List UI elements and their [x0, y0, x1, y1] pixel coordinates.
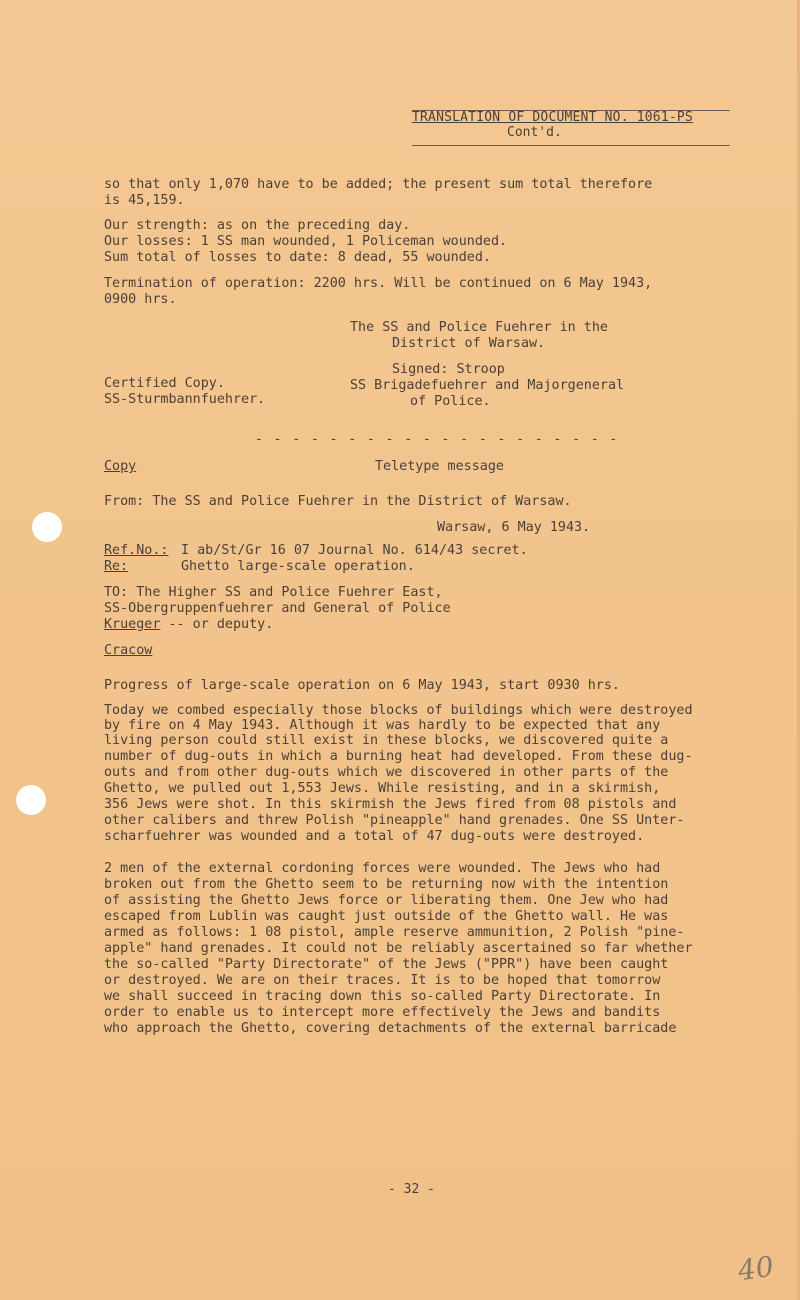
message-date: Warsaw, 6 May 1943. — [437, 520, 591, 535]
para2-line: armed as follows: 1 08 pistol, ample reserve ammunition, 2 Polish "pine- — [104, 925, 685, 940]
termination-line-1: Termination of operation: 2200 hrs. Will be continued on 6 May 1943, — [104, 276, 653, 291]
rank-line: SS Brigadefuehrer and Majorgeneral — [350, 378, 625, 393]
recipient-suffix: -- or deputy. — [160, 617, 274, 632]
para1-line: outs and from other dug-outs which we discovered in other parts of the — [104, 765, 669, 780]
header-continued: Cont'd. — [507, 125, 562, 140]
para1-line: other calibers and threw Polish "pineapple" hand grenades. One SS Unter- — [104, 813, 685, 828]
from-line: From: The SS and Police Fuehrer in the District of Warsaw. — [104, 494, 572, 509]
strength-line: Our strength: as on the preceding day. — [104, 218, 411, 233]
copy-label: Copy — [104, 459, 137, 474]
page-number: - 32 - — [388, 1182, 435, 1197]
signed-line: Signed: Stroop — [392, 362, 505, 377]
para2-line: apple" hand grenades. It could not be reliably ascertained so far whether — [104, 941, 693, 956]
to-line-2: SS-Obergruppenfuehrer and General of Police — [104, 601, 451, 616]
para1-line: 356 Jews were shot. In this skirmish the Jews fired from 08 pistols and — [104, 797, 677, 812]
issuer-line-2: District of Warsaw. — [392, 336, 546, 351]
handwritten-number: 40 — [735, 1249, 776, 1288]
punch-hole-lower — [16, 785, 46, 815]
para1-line: living person could still exist in these blocks, we discovered quite a — [104, 733, 669, 748]
header-title: TRANSLATION OF DOCUMENT NO. 1061-PS — [412, 110, 693, 125]
progress-line: Progress of large-scale operation on 6 May 1943, start 0930 hrs. — [104, 678, 620, 693]
para2-line: or destroyed. We are on their traces. It is to be hoped that tomorrow — [104, 973, 661, 988]
certified-copy: Certified Copy. — [104, 376, 225, 391]
para2-line: 2 men of the external cordoning forces were wounded. The Jews who had — [104, 861, 661, 876]
re-label: Re: — [104, 559, 129, 574]
document-header — [412, 110, 730, 140]
ref-label: Ref.No.: — [104, 543, 169, 558]
recipient-name: Krueger — [104, 617, 161, 632]
para2-line: escaped from Lublin was caught just outside of the Ghetto wall. He was — [104, 909, 669, 924]
para1-line: Today we combed especially those blocks of buildings which were destroyed — [104, 703, 693, 718]
re-value: Ghetto large-scale operation. — [181, 559, 415, 574]
section-separator: - - - - - - - - - - - - - - - - - - - - — [255, 432, 619, 447]
losses-line: Our losses: 1 SS man wounded, 1 Policeman wounded. — [104, 234, 508, 249]
certifier-rank: SS-Sturmbannfuehrer. — [104, 392, 266, 407]
para2-line: the so-called "Party Directorate" of the Jews ("PPR") have been caught — [104, 957, 669, 972]
total-line-1: so that only 1,070 have to be added; the present sum total therefore — [104, 177, 653, 192]
para2-line: broken out from the Ghetto seem to be returning now with the intention — [104, 877, 669, 892]
losses-total-line: Sum total of losses to date: 8 dead, 55 wounded. — [104, 250, 491, 265]
para2-line: we shall succeed in tracing down this so-called Party Directorate. In — [104, 989, 661, 1004]
total-line-2: is 45,159. — [104, 193, 185, 208]
to-line-1: TO: The Higher SS and Police Fuehrer East, — [104, 585, 443, 600]
para1-line: Ghetto, we pulled out 1,553 Jews. While resisting, and in a skirmish, — [104, 781, 661, 796]
para2-line: of assisting the Ghetto Jews force or liberating them. One Jew who had — [104, 893, 669, 908]
para1-line: scharfuehrer was wounded and a total of 47 dug-outs were destroyed. — [104, 829, 645, 844]
city-label: Cracow — [104, 643, 153, 658]
message-type: Teletype message — [375, 459, 504, 474]
header-rule-bottom — [412, 145, 730, 146]
ref-value: I ab/St/Gr 16 07 Journal No. 614/43 secret. — [181, 543, 528, 558]
issuer-line-1: The SS and Police Fuehrer in the — [350, 320, 608, 335]
rank-line-2: of Police. — [410, 394, 491, 409]
para1-line: number of dug-outs in which a burning heat had developed. From these dug- — [104, 749, 693, 764]
para1-line: by fire on 4 May 1943. Although it was hardly to be expected that any — [104, 718, 661, 733]
termination-line-2: 0900 hrs. — [104, 292, 177, 307]
to-line-3 — [104, 617, 273, 633]
punch-hole-upper — [32, 512, 62, 542]
para2-line: who approach the Ghetto, covering detachments of the external barricade — [104, 1021, 677, 1036]
para2-line: order to enable us to intercept more effectively the Jews and bandits — [104, 1005, 661, 1020]
